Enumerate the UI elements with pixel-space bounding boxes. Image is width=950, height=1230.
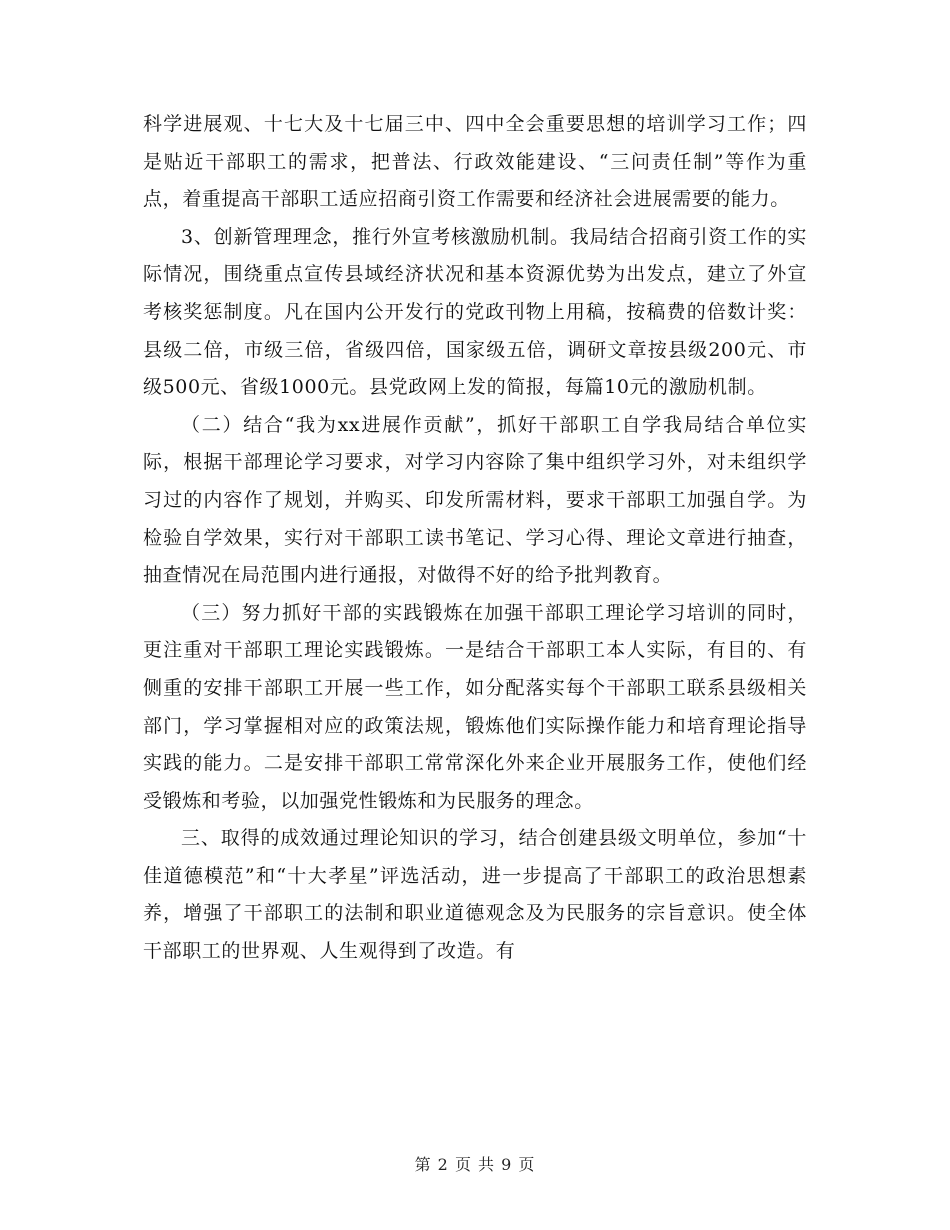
paragraph-continuation: 科学进展观、十七大及十七届三中、四中全会重要思想的培训学习工作；四是贴近干部职工的需求，把普法、行政效能建设、“三问责任制”等作为重点，着重提高干部职工适应招商引资工作需要和经济社会进展需要的能力。 [143,113,807,211]
document-body [143,106,807,971]
paragraph-practice-training: （三）努力抓好干部的实践锻炼在加强干部职工理论学习培训的同时，更注重对干部职工理论实践锻炼。一是结合干部职工本人实际，有目的、有侧重的安排干部职工开展一些工作，如分配落实每个干部职工联系县级相关部门，学习掌握相对应的政策法规，锻炼他们实际操作能力和培育理论指导实践的能力。二是安排干部职工常常深化外来企业开展服务工作，使他们经受锻炼和考验，以加强党性锻炼和为民服务的理念。 [143,601,807,812]
page-number-footer: 第 2 页 共 9 页 [414,1155,536,1174]
paragraph-achievements: 三、取得的成效通过理论知识的学习，结合创建县级文明单位，参加“十佳道德模范”和“十大孝星”评选活动，进一步提高了干部职工的政治思想素养，增强了干部职工的法制和职业道德观念及为民服务的宗旨意识。使全体干部职工的世界观、人生观得到了改造。有 [143,827,807,963]
paragraph-self-study: （二）结合“我为xx进展作贡献”，抓好干部职工自学我局结合单位实际，根据干部理论学习要求，对学习内容除了集中组织学习外，对未组织学习过的内容作了规划，并购买、印发所需材料，要求干部职工加强自学。为检验自学效果，实行对干部职工读书笔记、学习心得、理论文章进行抽查，抽查情况在局范围内进行通报，对做得不好的给予批判教育。 [143,413,807,587]
paragraph-management-concept: 3、创新管理理念，推行外宣考核激励机制。我局结合招商引资工作的实际情况，围绕重点宣传县域经济状况和基本资源优势为出发点，建立了外宣考核奖惩制度。凡在国内公开发行的党政刊物上用稿，按稿费的倍数计奖：县级二倍，市级三倍，省级四倍，国家级五倍，调研文章按县级200元、市级500元、省级1000元。县党政网上发的简报，每篇10元的激励机制。 [143,225,807,399]
